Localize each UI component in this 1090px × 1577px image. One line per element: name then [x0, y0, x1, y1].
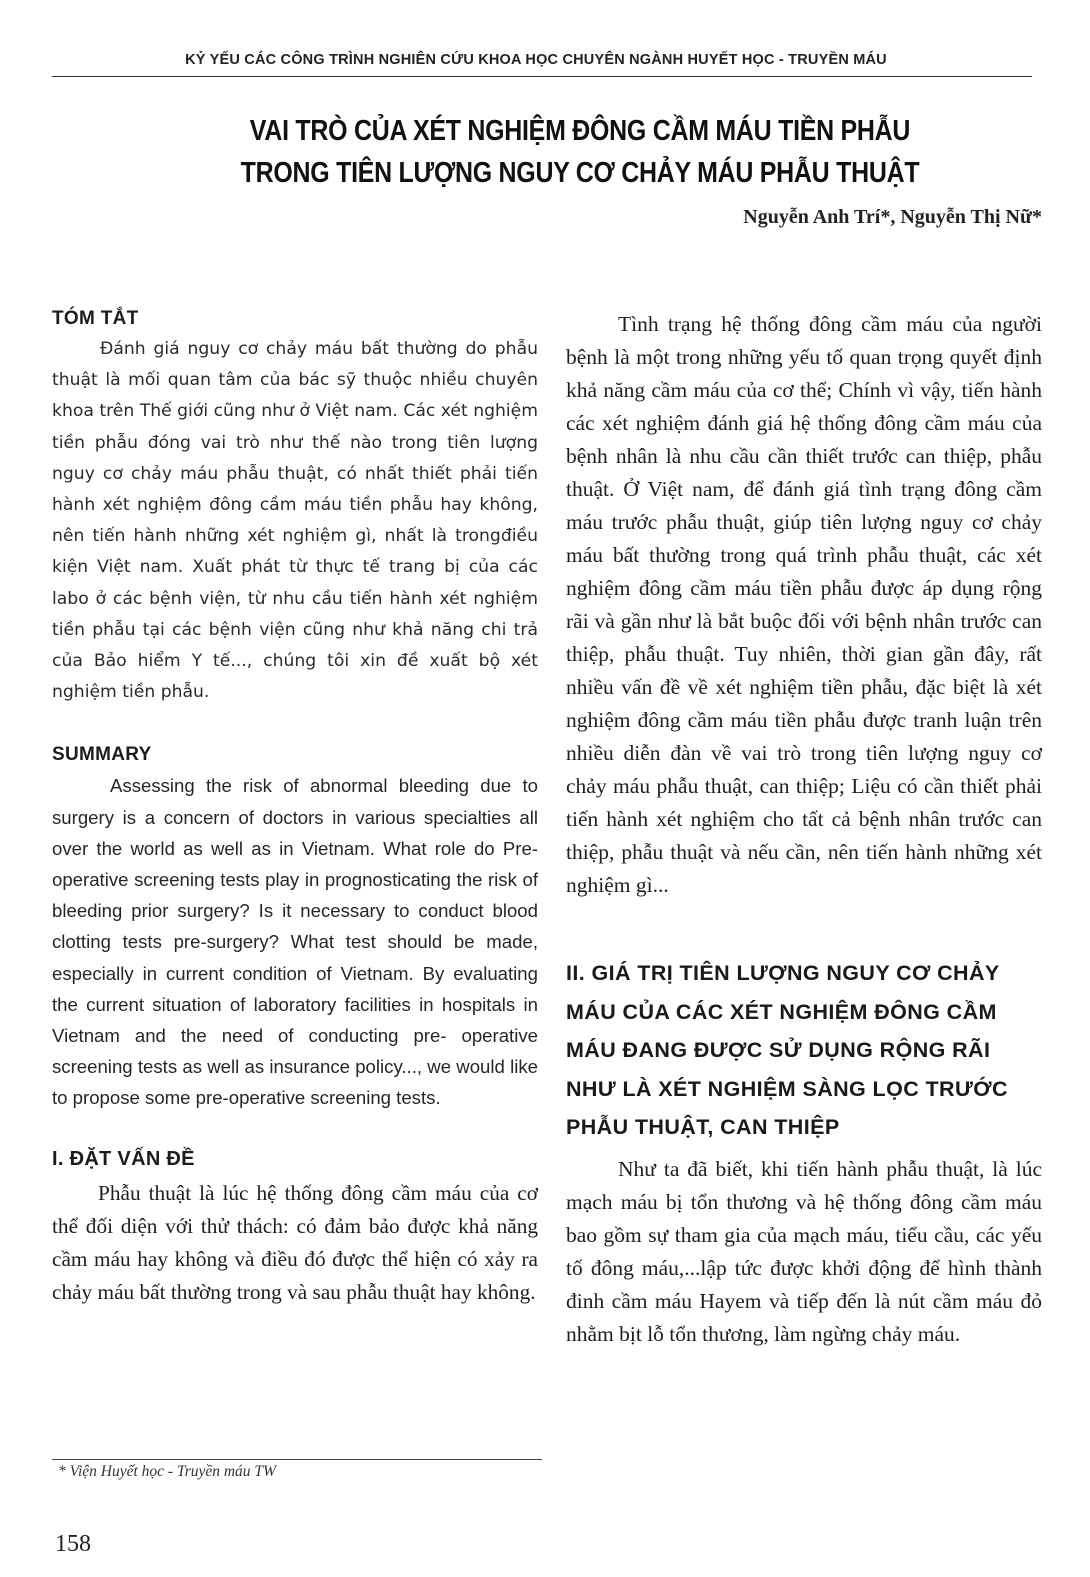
summary-text: Assessing the risk of abnormal bleeding due to surgery is a concern of doctors in various specialties all over the world as well as in Vietnam. What role do Pre-operative screening tests play in prognosticating the risk of bleeding prior surgery? Is it necessary to conduct blood clotting tests pre-surgery? What test should be made, especially in current condition of Vietnam. By evaluating the current situation of laboratory facilities in hospitals in Vietnam and the need of conducting pre- operative screening tests as well as insurance policy..., we would like to propose some pre-operative screening tests.	[52, 775, 538, 1109]
article-title	[210, 110, 950, 194]
section-1-heading: I. ĐẶT VẤN ĐỀ	[52, 1147, 195, 1170]
title-line-2: TRONG TIÊN LƯỢNG NGUY CƠ CHẢY MÁU PHẪU THUẬT	[240, 157, 920, 189]
section-1-text: Phẫu thuật là lúc hệ thống đông cầm máu của cơ thể đối diện với thử thách: có đảm bảo được khả năng cầm máu hay không và điều đó được thể hiện có xảy ra chảy máu bất thường trong và sau phẫu thuật hay không.	[52, 1180, 538, 1305]
section-2-heading: II. GIÁ TRỊ TIÊN LƯỢNG NGUY CƠ CHẢY MÁU CỦA CÁC XÉT NGHIỆM ĐÔNG CẦM MÁU ĐANG ĐƯỢC SỬ DỤNG RỘNG RÃI NHƯ LÀ XÉT NGHIỆM SÀNG LỌC TRƯỚC PHẪU THUẬT, CAN THIỆP	[566, 961, 1008, 1139]
page-number: 158	[55, 1531, 91, 1557]
title-line-1: VAI TRÒ CỦA XÉT NGHIỆM ĐÔNG CẦM MÁU TIỀN PHẪU	[249, 115, 911, 147]
tom-tat-text: Đánh giá nguy cơ chảy máu bất thường do phẫu thuật là mối quan tâm của bác sỹ thuộc nhiều chuyên khoa trên Thế giới cũng như ở Việt nam. Các xét nghiệm tiền phẫu đóng vai trò như thế nào trong tiên lượng nguy cơ chảy máu phẫu thuật, có nhất thiết phải tiến hành xét nghiệm đông cầm máu tiền phẫu hay không, nên tiến hành những xét nghiệm gì, nhất là trongđiều kiện Việt nam. Xuất phát từ thực tế trang bị của các labo ở các bệnh viện, từ nhu cầu tiến hành xét nghiệm tiền phẫu tại các bệnh viện cũng như khả năng chi trả của Bảo hiểm Y tế..., chúng tôi xin đề xuất bộ xét nghiệm tiền phẫu.	[52, 339, 538, 703]
running-header: KỶ YẾU CÁC CÔNG TRÌNH NGHIÊN CỨU KHOA HỌC CHUYÊN NGÀNH HUYẾT HỌC - TRUYỀN MÁU	[185, 52, 887, 68]
authors: Nguyễn Anh Trí*, Nguyễn Thị Nữ*	[743, 206, 1042, 228]
left-column	[52, 308, 538, 1309]
tom-tat-heading: TÓM TẮT	[52, 308, 139, 329]
summary-heading: SUMMARY	[52, 744, 152, 766]
footnote-rule	[52, 1459, 542, 1460]
header-rule	[52, 76, 1032, 77]
footnote: * Viện Huyết học - Truyền máu TW	[58, 1463, 276, 1480]
section-2-text: Như ta đã biết, khi tiến hành phẫu thuật, là lúc mạch máu bị tổn thương và hệ thống đông cầm máu bao gồm sự tham gia của mạch máu, tiểu cầu, các yếu tố đông máu,...lập tức được khởi động để hình thành đinh cầm máu Hayem và tiếp đến là nút cầm máu đỏ nhằm bịt lỗ tổn thương, làm ngừng chảy máu.	[566, 1156, 1042, 1346]
right-column	[566, 308, 1042, 1351]
intro-paragraph: Tình trạng hệ thống đông cầm máu của người bệnh là một trong những yếu tố quan trọng quyết định khả năng cầm máu của cơ thể; Chính vì vậy, tiến hành các xét nghiệm đánh giá hệ thống đông cầm máu của bệnh nhân là nhu cầu cần thiết trước can thiệp, phẫu thuật. Ở Việt nam, để đánh giá tình trạng đông cầm máu trước phẫu thuật, giúp tiên lượng nguy cơ chảy máu bất thường trong quá trình phẫu thuật, các xét nghiệm đông cầm máu tiền phẫu được áp dụng rộng rãi và gần như là bắt buộc đối với bệnh nhân trước can thiệp, phẫu thuật. Tuy nhiên, thời gian gần đây, rất nhiều vấn đề về xét nghiệm tiền phẫu, đặc biệt là xét nghiệm đông cầm máu tiền phẫu được tranh luận trên nhiều diễn đàn về vai trò trong tiên lượng nguy cơ chảy máu phẫu thuật, can thiệp; Liệu có cần thiết phải tiến hành xét nghiệm cho tất cả bệnh nhân trước can thiệp, phẫu thuật và nếu cần, nên tiến hành những xét nghiệm gì...	[566, 312, 1042, 897]
